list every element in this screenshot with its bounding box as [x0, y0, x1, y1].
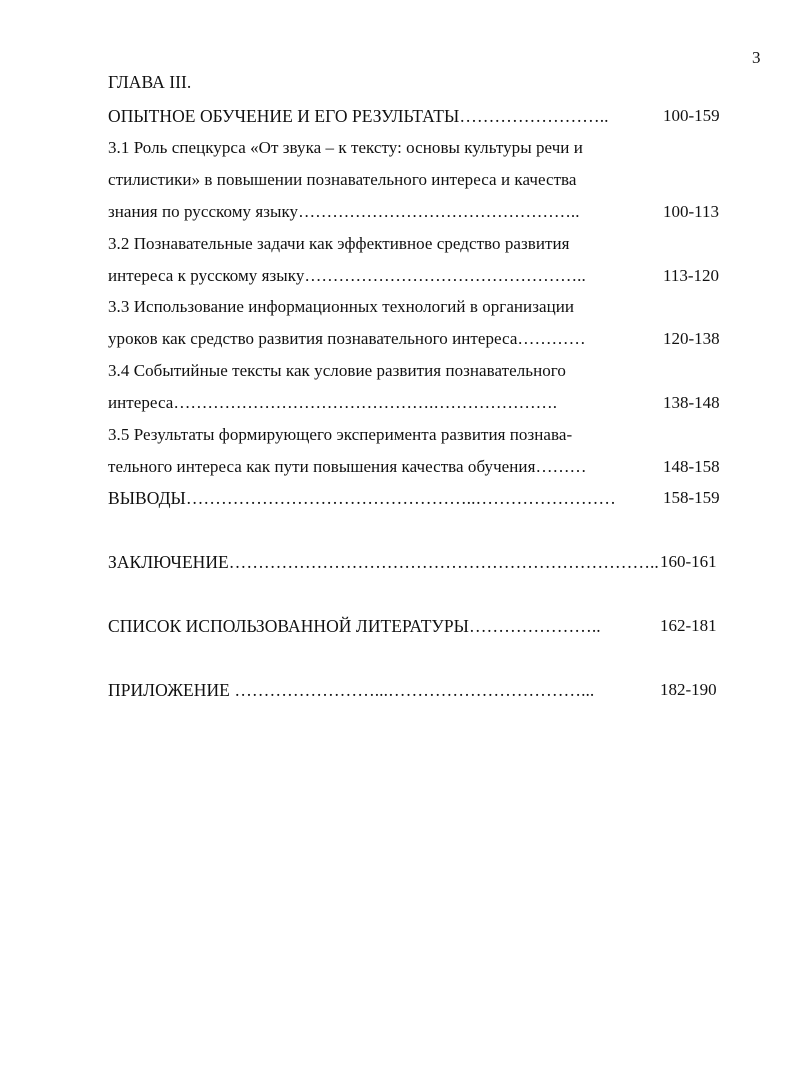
- toc-entry-3-3-line-1: 3.3 Использование информационных технологий в организации: [108, 297, 575, 316]
- toc-pages-3-2: 113-120: [663, 266, 720, 285]
- page-number: 3: [752, 48, 761, 67]
- toc-pages-chapter-title: 100-159: [663, 106, 720, 125]
- toc-pages-final-conclusion: 160-161: [660, 552, 717, 571]
- toc-entry-chapter-title: ОПЫТНОЕ ОБУЧЕНИЕ И ЕГО РЕЗУЛЬТАТЫ……………………..: [108, 106, 609, 126]
- toc-pages-3-5: 148-158: [663, 457, 720, 476]
- toc-entry-appendix: ПРИЛОЖЕНИЕ ……………………...……………………………...: [108, 680, 595, 700]
- toc-entry-3-1-line-1: 3.1 Роль спецкурса «От звука – к тексту: основы культуры речи и: [108, 138, 583, 157]
- toc-entry-3-1-line-2: стилистики» в повышении познавательного интереса и качества: [108, 170, 577, 189]
- toc-entry-3-5-line-2: тельного интереса как пути повышения качества обучения………: [108, 457, 587, 476]
- toc-entry-3-1-line-3: знания по русскому языку…………………………………………..: [108, 202, 580, 221]
- toc-entry-references: СПИСОК ИСПОЛЬЗОВАННОЙ ЛИТЕРАТУРЫ…………………..: [108, 616, 601, 636]
- toc-entry-conclusions: ВЫВОДЫ…………………………………………..……………………: [108, 488, 616, 508]
- toc-entry-3-5-line-1: 3.5 Результаты формирующего эксперимента развития познава-: [108, 425, 573, 444]
- toc-entry-3-4-line-2: интереса……………………………………….………………….: [108, 393, 558, 412]
- toc-entry-3-4-line-1: 3.4 Событийные тексты как условие развития познавательного: [108, 361, 566, 380]
- toc-pages-3-1: 100-113: [663, 202, 720, 221]
- toc-pages-appendix: 182-190: [660, 680, 717, 699]
- toc-pages-3-4: 138-148: [663, 393, 720, 412]
- toc-entry-3-2-line-1: 3.2 Познавательные задачи как эффективное средство развития: [108, 234, 570, 253]
- toc-entry-3-2-line-2: интереса к русскому языку…………………………………………..: [108, 266, 586, 285]
- chapter-heading: ГЛАВА III.: [108, 72, 192, 92]
- toc-pages-conclusions: 158-159: [663, 488, 720, 507]
- toc-entry-3-3-line-2: уроков как средство развития познавательного интереса…………: [108, 329, 586, 348]
- toc-entry-final-conclusion: ЗАКЛЮЧЕНИЕ………………………………………………………………..: [108, 552, 659, 572]
- toc-pages-references: 162-181: [660, 616, 717, 635]
- toc-pages-3-3: 120-138: [663, 329, 720, 348]
